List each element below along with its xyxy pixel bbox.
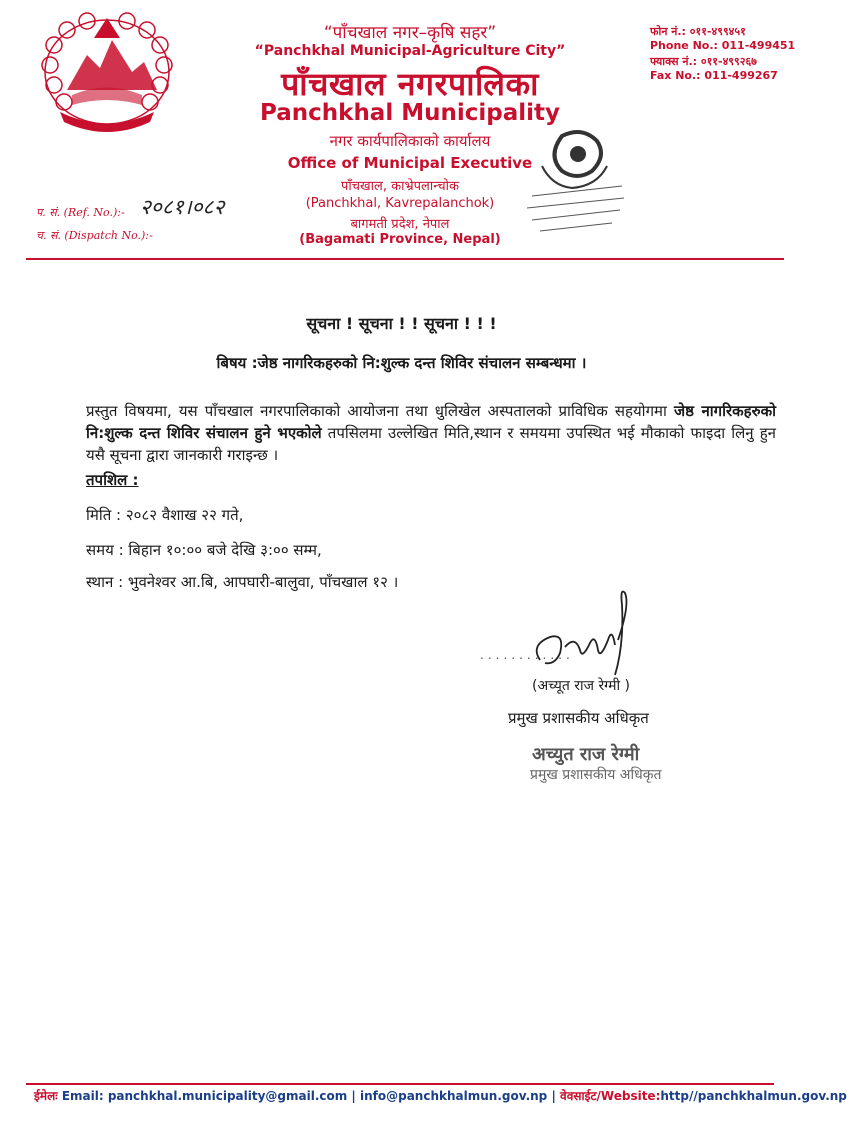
nepal-emblem-icon: [32, 10, 182, 140]
footer-website-link[interactable]: http//panchkhalmun.gov.np: [660, 1089, 847, 1103]
address-english: (Panchkhal, Kavrepalanchok): [305, 196, 495, 211]
footer-divider: [26, 1083, 774, 1085]
footer-email-label: ईमेलः: [34, 1089, 58, 1103]
body-text-part2: तपसिलमा उल्लेखित मिति,स्थान र समयमा उपस्थित भई मौकाको फाइदा लिनु हुन यसै सूचना द्वारा जानकारी गराइन्छ ।: [86, 424, 777, 464]
municipality-name-nepali: पाँचखाल नगरपालिका: [281, 65, 539, 103]
stamp-title: प्रमुख प्रशासकीय अधिकृत: [530, 767, 662, 783]
ref-number-label: प. सं. (Ref. No.):-: [36, 206, 125, 219]
signature-dotted-line: ............: [480, 648, 574, 662]
notice-subject: बिषय :जेष्ठ नागरिकहरुको नि:शुल्क दन्त शिविर संचालन सम्बन्धमा ।: [216, 354, 587, 372]
footer-info-email-link[interactable]: info@panchkhalmun.gov.np: [360, 1089, 548, 1103]
detail-date: मिति : २०८२ वैशाख २२ गते,: [86, 506, 244, 524]
office-name-nepali: नगर कार्यपालिकाको कार्यालय: [329, 132, 491, 150]
municipal-seal-icon: [512, 126, 632, 236]
signer-title: प्रमुख प्रशासकीय अधिकृत: [508, 709, 649, 727]
detail-place: स्थान : भुवनेश्वर आ.बि, आपघारी-बालुवा, पाँचखाल १२ ।: [86, 573, 399, 591]
body-text-part1: प्रस्तुत विषयमा, यस पाँचखाल नगरपालिकाको आयोजना तथा धुलिखेल अस्पतालको प्राविधिक सहयोगमा: [86, 402, 674, 420]
slogan-nepali: “पाँचखाल नगर–कृषि सहर”: [323, 23, 497, 43]
fax-nepali: फ्याक्स नं.: ०११-४९९२६७: [650, 55, 757, 68]
detail-time: समय : बिहान १०:०० बजे देखि ३:०० सम्म,: [86, 541, 322, 559]
body-text-bold: जेष्ठ नागरिकहरुको नि:शुल्क दन्त शिविर संचालन हुने भएकोले: [86, 402, 776, 442]
notice-body: [86, 400, 776, 466]
phone-english: Phone No.: 011-499451: [650, 39, 796, 52]
office-name-english: Office of Municipal Executive: [287, 154, 533, 172]
signer-name: (अच्यूत राज रेग्मी ): [532, 678, 631, 694]
province-nepali: बागमती प्रदेश, नेपाल: [350, 217, 450, 232]
stamp-name: अच्युत राज रेग्मी: [532, 744, 640, 765]
header-divider: [26, 258, 784, 260]
notice-title: सूचना ! सूचना ! ! सूचना ! ! !: [306, 314, 497, 333]
province-english: (Bagamati Province, Nepal): [299, 232, 501, 247]
footer-contact: [34, 1087, 847, 1104]
footer-website-label: वेवसाईट/Website:: [560, 1089, 661, 1103]
phone-nepali: फोन नं.: ०११-४९९४५१: [650, 25, 746, 38]
ref-number-value: २०८१।०८२: [140, 195, 225, 219]
municipality-name-english: Panchkhal Municipality: [260, 100, 560, 126]
fax-english: Fax No.: 011-499267: [650, 69, 778, 82]
dispatch-number-label: च. सं. (Dispatch No.):-: [36, 229, 153, 242]
address-nepali: पाँचखाल, काभ्रेपलान्चोक: [341, 179, 459, 194]
footer-separator: |: [347, 1089, 360, 1103]
footer-email-link[interactable]: Email: panchkhal.municipality@gmail.com: [61, 1089, 348, 1103]
slogan-english: “Panchkhal Municipal-Agriculture City”: [254, 43, 566, 59]
details-heading: तपशिल :: [86, 471, 139, 489]
footer-separator: |: [547, 1089, 561, 1103]
